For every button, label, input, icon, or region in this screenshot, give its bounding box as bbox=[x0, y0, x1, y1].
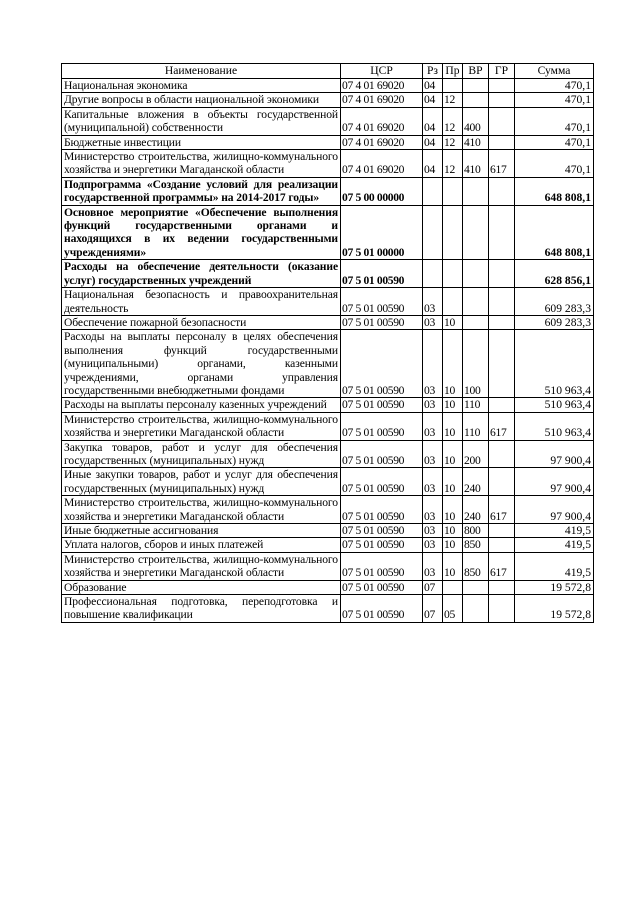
cell-pr bbox=[443, 177, 463, 205]
cell-rz: 03 bbox=[423, 538, 443, 552]
cell-rz: 03 bbox=[423, 524, 443, 538]
table-row bbox=[62, 260, 594, 288]
table-row bbox=[62, 524, 594, 538]
cell-gr bbox=[489, 79, 515, 93]
cell-pr bbox=[443, 205, 463, 260]
table-row bbox=[62, 150, 594, 178]
table-row bbox=[62, 595, 594, 623]
cell-gr bbox=[489, 538, 515, 552]
cell-rz: 03 bbox=[423, 468, 443, 496]
cell-pr: 12 bbox=[443, 135, 463, 149]
cell-gr bbox=[489, 260, 515, 288]
cell-sum: 648 808,1 bbox=[515, 205, 594, 260]
cell-name: Расходы на обеспечение деятельности (оказание услуг) государственных учреждений bbox=[62, 260, 341, 288]
cell-rz: 04 bbox=[423, 135, 443, 149]
cell-csr: 07 5 01 00590 bbox=[341, 524, 423, 538]
cell-sum: 97 900,4 bbox=[515, 440, 594, 468]
table-row bbox=[62, 580, 594, 594]
cell-sum: 510 963,4 bbox=[515, 398, 594, 412]
cell-sum: 628 856,1 bbox=[515, 260, 594, 288]
cell-rz: 03 bbox=[423, 412, 443, 440]
table-row bbox=[62, 135, 594, 149]
cell-name: Иные закупки товаров, работ и услуг для обеспечения государственных (муниципальных) нужд bbox=[62, 468, 341, 496]
cell-name: Министерство строительства, жилищно-коммунального хозяйства и энергетики Магаданской области bbox=[62, 552, 341, 580]
cell-name: Министерство строительства, жилищно-коммунального хозяйства и энергетики Магаданской области bbox=[62, 150, 341, 178]
cell-rz bbox=[423, 260, 443, 288]
cell-rz: 03 bbox=[423, 440, 443, 468]
cell-name: Капитальные вложения в объекты государственной (муниципальной) собственности bbox=[62, 107, 341, 135]
cell-gr bbox=[489, 524, 515, 538]
header-name: Наименование bbox=[62, 64, 341, 79]
cell-rz: 03 bbox=[423, 552, 443, 580]
cell-csr: 07 5 01 00590 bbox=[341, 580, 423, 594]
cell-vr bbox=[463, 93, 489, 107]
cell-rz bbox=[423, 177, 443, 205]
cell-csr: 07 5 01 00590 bbox=[341, 595, 423, 623]
cell-sum: 470,1 bbox=[515, 79, 594, 93]
cell-csr: 07 5 01 00590 bbox=[341, 496, 423, 524]
cell-name: Уплата налогов, сборов и иных платежей bbox=[62, 538, 341, 552]
cell-csr: 07 5 00 00000 bbox=[341, 177, 423, 205]
cell-pr bbox=[443, 288, 463, 316]
cell-name: Закупка товаров, работ и услуг для обеспечения государственных (муниципальных) нужд bbox=[62, 440, 341, 468]
cell-rz: 04 bbox=[423, 107, 443, 135]
cell-vr bbox=[463, 580, 489, 594]
cell-name: Министерство строительства, жилищно-коммунального хозяйства и энергетики Магаданской области bbox=[62, 412, 341, 440]
cell-pr: 10 bbox=[443, 412, 463, 440]
cell-csr: 07 5 01 00590 bbox=[341, 538, 423, 552]
cell-name: Подпрограмма «Создание условий для реализации государственной программы» на 2014-2017 годы» bbox=[62, 177, 341, 205]
cell-sum: 419,5 bbox=[515, 538, 594, 552]
cell-sum: 510 963,4 bbox=[515, 412, 594, 440]
cell-vr: 240 bbox=[463, 496, 489, 524]
cell-name: Основное мероприятие «Обеспечение выполнения функций государственными органами и находящихся в их ведении государственными учреждениями» bbox=[62, 205, 341, 260]
cell-gr bbox=[489, 93, 515, 107]
cell-csr: 07 4 01 69020 bbox=[341, 93, 423, 107]
header-sum: Сумма bbox=[515, 64, 594, 79]
cell-pr: 10 bbox=[443, 538, 463, 552]
cell-rz: 03 bbox=[423, 398, 443, 412]
cell-vr: 200 bbox=[463, 440, 489, 468]
cell-sum: 648 808,1 bbox=[515, 177, 594, 205]
cell-name: Национальная безопасность и правоохранительная деятельность bbox=[62, 288, 341, 316]
cell-sum: 419,5 bbox=[515, 524, 594, 538]
cell-pr: 10 bbox=[443, 330, 463, 398]
cell-vr: 100 bbox=[463, 330, 489, 398]
cell-gr: 617 bbox=[489, 412, 515, 440]
cell-pr bbox=[443, 580, 463, 594]
table-row bbox=[62, 288, 594, 316]
table-header-row bbox=[62, 64, 594, 79]
cell-pr: 10 bbox=[443, 440, 463, 468]
cell-vr bbox=[463, 315, 489, 329]
cell-vr bbox=[463, 288, 489, 316]
cell-vr bbox=[463, 260, 489, 288]
header-rz: Рз bbox=[423, 64, 443, 79]
cell-name: Национальная экономика bbox=[62, 79, 341, 93]
table-row bbox=[62, 177, 594, 205]
cell-vr: 240 bbox=[463, 468, 489, 496]
cell-pr bbox=[443, 79, 463, 93]
cell-vr: 110 bbox=[463, 398, 489, 412]
cell-vr: 410 bbox=[463, 150, 489, 178]
cell-rz: 03 bbox=[423, 330, 443, 398]
header-gr: ГР bbox=[489, 64, 515, 79]
cell-pr: 12 bbox=[443, 150, 463, 178]
cell-gr bbox=[489, 330, 515, 398]
cell-csr: 07 5 01 00590 bbox=[341, 440, 423, 468]
cell-csr: 07 5 01 00590 bbox=[341, 398, 423, 412]
cell-pr: 10 bbox=[443, 315, 463, 329]
header-vr: ВР bbox=[463, 64, 489, 79]
cell-sum: 470,1 bbox=[515, 150, 594, 178]
cell-csr: 07 5 01 00590 bbox=[341, 315, 423, 329]
cell-name: Расходы на выплаты персоналу казенных учреждений bbox=[62, 398, 341, 412]
table-row bbox=[62, 315, 594, 329]
table-row bbox=[62, 398, 594, 412]
cell-sum: 609 283,3 bbox=[515, 315, 594, 329]
cell-gr bbox=[489, 398, 515, 412]
cell-name: Иные бюджетные ассигнования bbox=[62, 524, 341, 538]
cell-pr: 10 bbox=[443, 468, 463, 496]
cell-vr bbox=[463, 79, 489, 93]
cell-vr: 850 bbox=[463, 552, 489, 580]
header-pr: Пр bbox=[443, 64, 463, 79]
cell-sum: 470,1 bbox=[515, 107, 594, 135]
cell-csr: 07 4 01 69020 bbox=[341, 107, 423, 135]
cell-csr: 07 5 01 00000 bbox=[341, 205, 423, 260]
cell-pr: 10 bbox=[443, 552, 463, 580]
budget-table bbox=[61, 63, 594, 623]
table-row bbox=[62, 205, 594, 260]
cell-csr: 07 4 01 69020 bbox=[341, 150, 423, 178]
cell-gr: 617 bbox=[489, 552, 515, 580]
table-row bbox=[62, 330, 594, 398]
cell-vr bbox=[463, 177, 489, 205]
cell-csr: 07 5 01 00590 bbox=[341, 412, 423, 440]
table-row bbox=[62, 93, 594, 107]
cell-rz: 03 bbox=[423, 496, 443, 524]
table-row bbox=[62, 412, 594, 440]
cell-gr bbox=[489, 595, 515, 623]
cell-vr: 110 bbox=[463, 412, 489, 440]
cell-gr bbox=[489, 135, 515, 149]
table-row bbox=[62, 440, 594, 468]
cell-gr bbox=[489, 205, 515, 260]
cell-csr: 07 4 01 69020 bbox=[341, 79, 423, 93]
cell-pr: 05 bbox=[443, 595, 463, 623]
cell-sum: 419,5 bbox=[515, 552, 594, 580]
cell-gr bbox=[489, 107, 515, 135]
table-body bbox=[62, 79, 594, 623]
table-row bbox=[62, 496, 594, 524]
cell-gr bbox=[489, 315, 515, 329]
cell-rz: 03 bbox=[423, 315, 443, 329]
cell-name: Министерство строительства, жилищно-коммунального хозяйства и энергетики Магаданской области bbox=[62, 496, 341, 524]
cell-sum: 470,1 bbox=[515, 93, 594, 107]
table-row bbox=[62, 107, 594, 135]
cell-vr: 410 bbox=[463, 135, 489, 149]
cell-vr: 850 bbox=[463, 538, 489, 552]
cell-gr: 617 bbox=[489, 496, 515, 524]
cell-name: Обеспечение пожарной безопасности bbox=[62, 315, 341, 329]
cell-sum: 97 900,4 bbox=[515, 468, 594, 496]
cell-pr: 10 bbox=[443, 398, 463, 412]
cell-gr: 617 bbox=[489, 150, 515, 178]
cell-csr: 07 5 01 00590 bbox=[341, 288, 423, 316]
table-row bbox=[62, 79, 594, 93]
cell-gr bbox=[489, 468, 515, 496]
cell-rz: 03 bbox=[423, 288, 443, 316]
cell-name: Другие вопросы в области национальной экономики bbox=[62, 93, 341, 107]
cell-vr: 400 bbox=[463, 107, 489, 135]
cell-pr: 12 bbox=[443, 107, 463, 135]
cell-gr bbox=[489, 440, 515, 468]
table-row bbox=[62, 468, 594, 496]
cell-name: Образование bbox=[62, 580, 341, 594]
table-row bbox=[62, 552, 594, 580]
cell-pr: 10 bbox=[443, 496, 463, 524]
cell-name: Расходы на выплаты персоналу в целях обеспечения выполнения функций государственными (муниципальными) органами, казенными учреждениями, органами управления государственными внебюджетными фондами bbox=[62, 330, 341, 398]
cell-sum: 19 572,8 bbox=[515, 595, 594, 623]
cell-sum: 609 283,3 bbox=[515, 288, 594, 316]
cell-rz bbox=[423, 205, 443, 260]
cell-csr: 07 5 01 00590 bbox=[341, 468, 423, 496]
cell-sum: 470,1 bbox=[515, 135, 594, 149]
cell-name: Профессиональная подготовка, переподготовка и повышение квалификации bbox=[62, 595, 341, 623]
cell-rz: 04 bbox=[423, 79, 443, 93]
cell-csr: 07 4 01 69020 bbox=[341, 135, 423, 149]
cell-sum: 19 572,8 bbox=[515, 580, 594, 594]
cell-sum: 97 900,4 bbox=[515, 496, 594, 524]
cell-name: Бюджетные инвестиции bbox=[62, 135, 341, 149]
cell-pr: 12 bbox=[443, 93, 463, 107]
cell-sum: 510 963,4 bbox=[515, 330, 594, 398]
cell-csr: 07 5 01 00590 bbox=[341, 552, 423, 580]
cell-csr: 07 5 01 00590 bbox=[341, 330, 423, 398]
cell-rz: 07 bbox=[423, 595, 443, 623]
cell-gr bbox=[489, 288, 515, 316]
cell-gr bbox=[489, 580, 515, 594]
cell-gr bbox=[489, 177, 515, 205]
cell-pr bbox=[443, 260, 463, 288]
cell-vr bbox=[463, 595, 489, 623]
cell-rz: 04 bbox=[423, 93, 443, 107]
cell-csr: 07 5 01 00590 bbox=[341, 260, 423, 288]
cell-pr: 10 bbox=[443, 524, 463, 538]
cell-rz: 04 bbox=[423, 150, 443, 178]
cell-rz: 07 bbox=[423, 580, 443, 594]
cell-vr: 800 bbox=[463, 524, 489, 538]
table-row bbox=[62, 538, 594, 552]
cell-vr bbox=[463, 205, 489, 260]
header-csr: ЦСР bbox=[341, 64, 423, 79]
